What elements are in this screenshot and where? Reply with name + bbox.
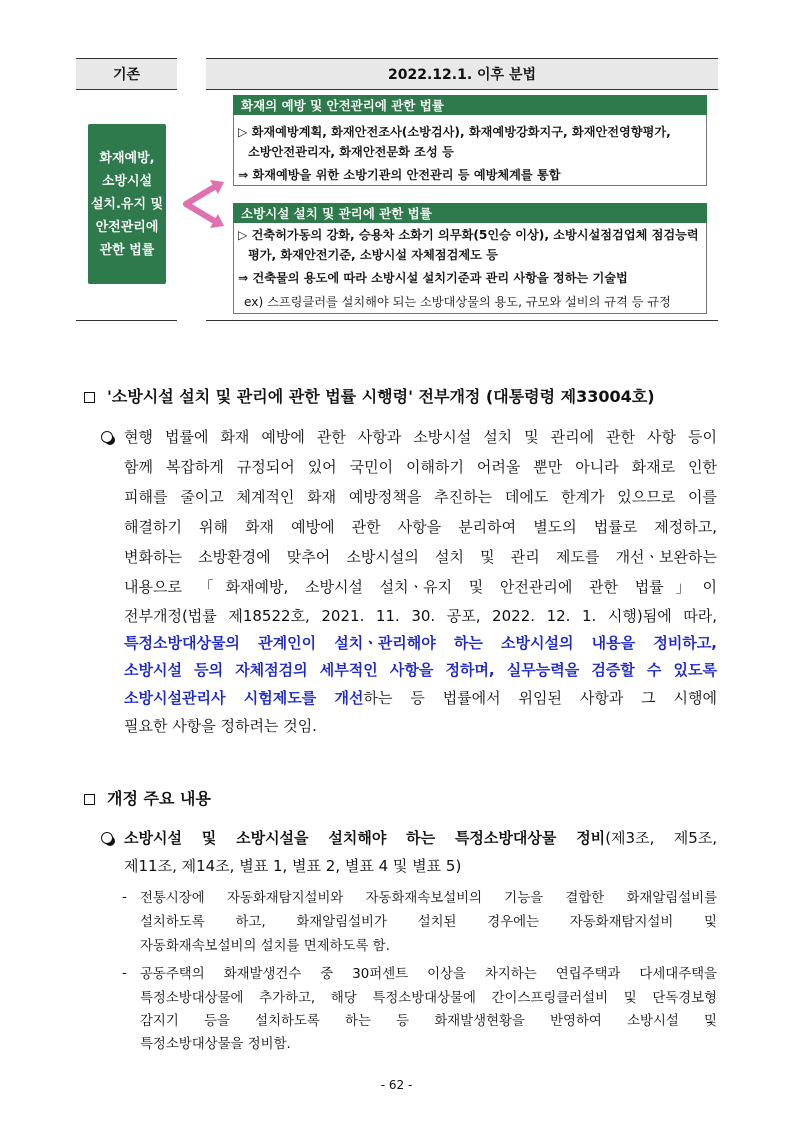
detail-line: 특정소방대상물을 정비함. xyxy=(140,1037,291,1052)
section1-title-text: '소방시설 설치 및 관리에 관한 법률 시행령' 전부개정 (대통령령 제33004호) xyxy=(107,387,655,406)
section1-title xyxy=(84,384,655,407)
item-line xyxy=(124,828,717,848)
table-bottom-rule-old xyxy=(76,320,177,321)
dash-bullet: - xyxy=(122,966,127,981)
checkbox-square-icon xyxy=(84,392,95,403)
old-law-line: 설치.유지 및 xyxy=(90,196,164,212)
circle-bullet-icon xyxy=(101,431,113,443)
detail-line: 설치하도록 하고, 화재알림설비가 설치된 경우에는 자동화재탐지설비 및 xyxy=(140,915,717,930)
detail-line: 자동화재속보설비의 설치를 면제하도록 함. xyxy=(140,939,390,954)
para-line: 전부개정(법률 제18522호, 2021. 11. 30. 공포, 2022. 12. 1. 시행)됨에 따라, xyxy=(124,607,717,625)
old-law-line: 관한 법률 xyxy=(99,242,155,258)
dash-bullet: - xyxy=(122,890,127,905)
para-line: 피해를 줄이고 체계적인 화재 예방정책을 추진하는 데에도 한계가 있으므로 이를 xyxy=(124,488,717,506)
para-line: 현행 법률에 화재 예방에 관한 사항과 소방시설 설치 및 관리에 관한 사항 등이 xyxy=(124,428,717,446)
detail-line: 감지기 등을 설치하도록 하는 등 화재발생현황을 반영하여 소방시설 및 xyxy=(140,1014,717,1029)
header-old-label: 기존 xyxy=(112,67,141,83)
law2-line3: ⇒ 건축물의 용도에 따라 소방시설 설치기준과 관리 사항을 정하는 기술법 xyxy=(238,271,628,285)
para-line-mixed xyxy=(124,688,717,708)
section2-title-text: 개정 주요 내용 xyxy=(107,789,211,808)
item-rest-text: (제3조, 제5조, xyxy=(605,829,717,847)
law2-box xyxy=(233,223,707,314)
law2-title-text: 소방시설 설치 및 관리에 관한 법률 xyxy=(241,206,432,221)
para-line: 변화하는 소방환경에 맞추어 소방시설의 설치 및 관리 제도를 개선ㆍ보완하는 xyxy=(124,548,717,566)
law2-title xyxy=(233,203,707,223)
detail-line: 전통시장에 자동화재탐지설비와 자동화재속보설비의 기능을 결합한 화재알림설비를 xyxy=(140,891,717,906)
old-law-box xyxy=(88,124,166,284)
plain-text: 하는 등 법률에서 위임된 사항과 그 시행에 xyxy=(363,689,717,707)
para-line-highlight: 소방시설 등의 자체점검의 세부적인 사항을 정하며, 실무능력을 검증할 수 있도록 xyxy=(124,661,717,679)
header-old xyxy=(76,58,177,90)
para-line: 내용으로 「화재예방, 소방시설 설치ㆍ유지 및 안전관리에 관한 법률」이 xyxy=(124,578,717,596)
item-bold-text: 소방시설 및 소방시설을 설치해야 하는 특정소방대상물 정비 xyxy=(124,829,606,847)
para-line: 함께 복잡하게 규정되어 있어 국민이 이해하기 어려울 뿐만 아니라 화재로 인한 xyxy=(124,458,717,476)
split-arrow-icon xyxy=(180,176,226,232)
header-new-label: 2022.12.1. 이후 분법 xyxy=(388,67,536,83)
item-line: 제11조, 제14조, 별표 1, 별표 2, 별표 4 및 별표 5) xyxy=(124,857,462,875)
law2-line2: 평가, 화재안전기준, 소방시설 자체점검제도 등 xyxy=(248,248,498,262)
law2-line4: ex) 스프링클러를 설치해야 되는 소방대상물의 용도, 규모와 설비의 규격 등 규정 xyxy=(244,295,671,309)
section2-title xyxy=(84,786,211,809)
detail-line: 공동주택의 화재발생건수 중 30퍼센트 이상을 차지하는 연립주택과 다세대주택을 xyxy=(140,967,717,982)
law1-box xyxy=(233,115,707,186)
law1-line3: ⇒ 화재예방을 위한 소방기관의 안전관리 등 예방체계를 통합 xyxy=(238,168,561,182)
old-law-line: 안전관리에 xyxy=(95,219,159,235)
para-line-highlight: 특정소방대상물의 관계인이 설치ㆍ관리해야 하는 소방시설의 내용을 정비하고, xyxy=(124,634,717,652)
law1-title xyxy=(233,95,707,115)
checkbox-square-icon xyxy=(84,794,95,805)
table-bottom-rule-new xyxy=(206,320,718,321)
highlight-text: 소방시설관리사 시험제도를 개선 xyxy=(124,689,364,707)
law2-line1: ▷ 건축허가동의 강화, 승용차 소화기 의무화(5인승 이상), 소방시설점검업체 점검능력 xyxy=(238,228,699,242)
old-law-line: 소방시설 xyxy=(101,173,153,189)
page-number: - 62 - xyxy=(380,1078,413,1092)
para-line: 필요한 사항을 정하려는 것임. xyxy=(124,717,317,735)
old-law-line: 화재예방, xyxy=(99,150,155,166)
law1-line1: ▷ 화재예방계획, 화재안전조사(소방검사), 화재예방강화지구, 화재안전영향평가, xyxy=(238,125,671,139)
para-line: 해결하기 위해 화재 예방에 관한 사항을 분리하여 별도의 법률로 제정하고, xyxy=(124,518,717,536)
law1-line2: 소방안전관리자, 화재안전문화 조성 등 xyxy=(248,145,454,159)
circle-bullet-icon xyxy=(101,832,113,844)
law1-title-text: 화재의 예방 및 안전관리에 관한 법률 xyxy=(241,98,444,113)
detail-line: 특정소방대상물에 추가하고, 해당 특정소방대상물에 간이스프링클러설비 및 단독경보형 xyxy=(140,991,717,1006)
header-new xyxy=(206,58,718,90)
